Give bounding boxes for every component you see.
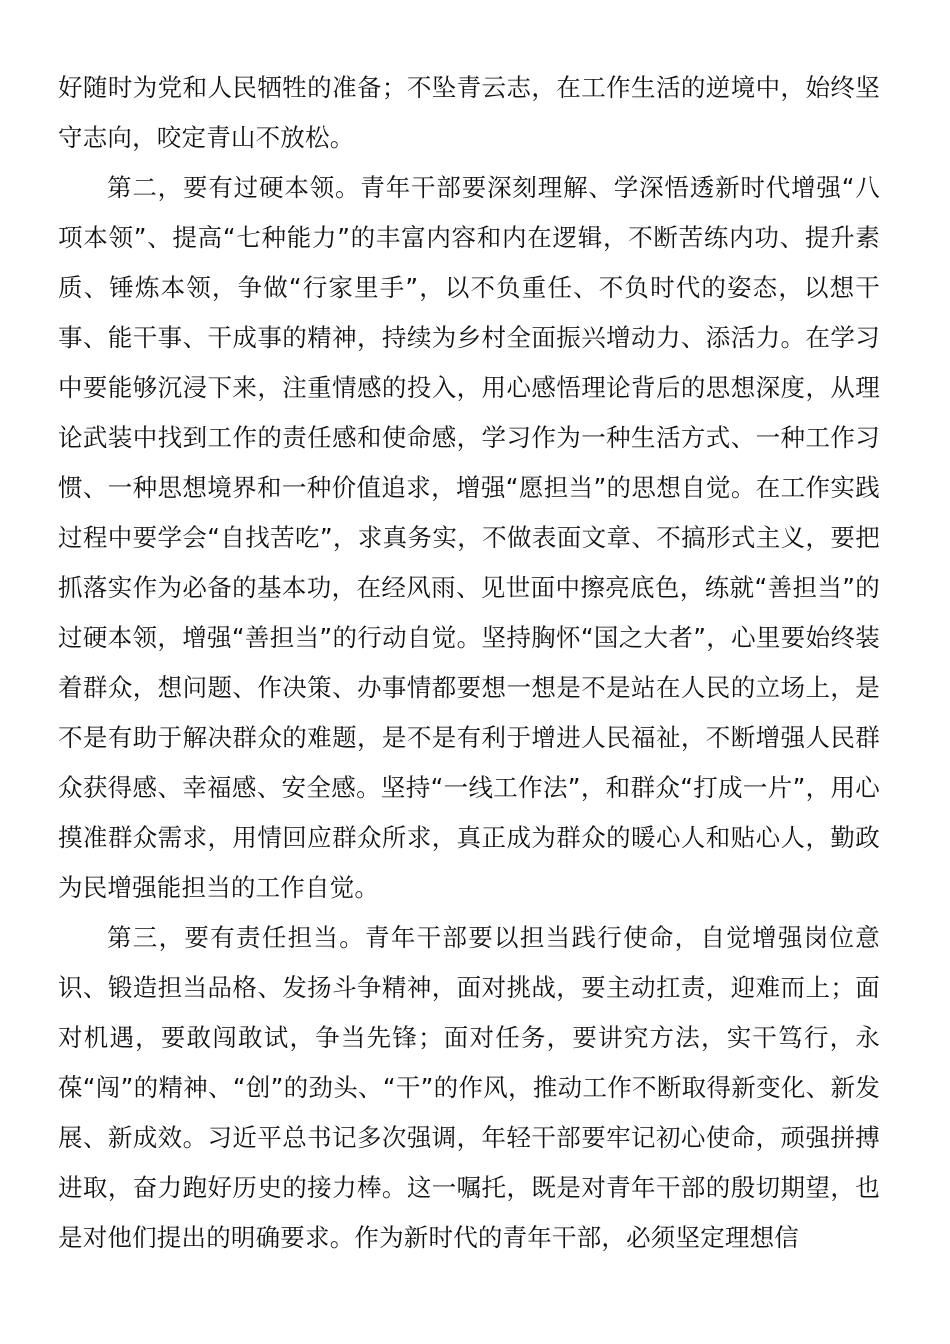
paragraph-second-skills: 第二，要有过硬本领。青年干部要深刻理解、学深悟透新时代增强“八项本领”、提高“七种能力”的丰富内容和内在逻辑，不断苦练内功、提升素质、锤炼本领，争做“行家里手”，以不负重任、不负时代的姿态，以想干事、能干事、干成事的精神，持续为乡村全面振兴增动力、添活力。在学习中要能够沉浸下来，注重情感的投入，用心感悟理论背后的思想深度，从理论武装中找到工作的责任感和使命感，学习作为一种生活方式、一种工作习惯、一种思想境界和一种价值追求，增强“愿担当”的思想自觉。在工作实践过程中要学会“自找苦吃”，求真务实，不做表面文章、不搞形式主义，要把抓落实作为必备的基本功，在经风雨、见世面中擦亮底色，练就“善担当”的过硬本领，增强“善担当”的行动自觉。坚持胸怀“国之大者”，心里要始终装着群众，想问题、作决策、办事情都要想一想是不是站在人民的立场上，是不是有助于解决群众的难题，是不是有利于增进人民福祉，不断增强人民群众获得感、幸福感、安全感。坚持“一线工作法”，和群众“打成一片”，用心摸准群众需求，用情回应群众所求，真正成为群众的暖心人和贴心人，勤政为民增强能担当的工作自觉。 (58, 173, 880, 902)
paragraph-continuation: 好随时为党和人民牺牲的准备；不坠青云志，在工作生活的逆境中，始终坚守志向，咬定青山不放松。 (58, 73, 880, 152)
paragraph-third-responsibility: 第三，要有责任担当。青年干部要以担当践行使命，自觉增强岗位意识、锻造担当品格、发扬斗争精神，面对挑战，要主动扛责，迎难而上；面对机遇，要敢闯敢试，争当先锋；面对任务，要讲究方法，实干笃行，永葆“闯”的精神、“创”的劲头、“干”的作风，推动工作不断取得新变化、新发展、新成效。习近平总书记多次强调，年轻干部要牢记初心使命，顽强拼搏进取，奋力跑好历史的接力棒。这一嘱托，既是对青年干部的殷切期望，也是对他们提出的明确要求。作为新时代的青年干部，必须坚定理想信 (58, 923, 880, 1252)
document-page (58, 63, 880, 1263)
